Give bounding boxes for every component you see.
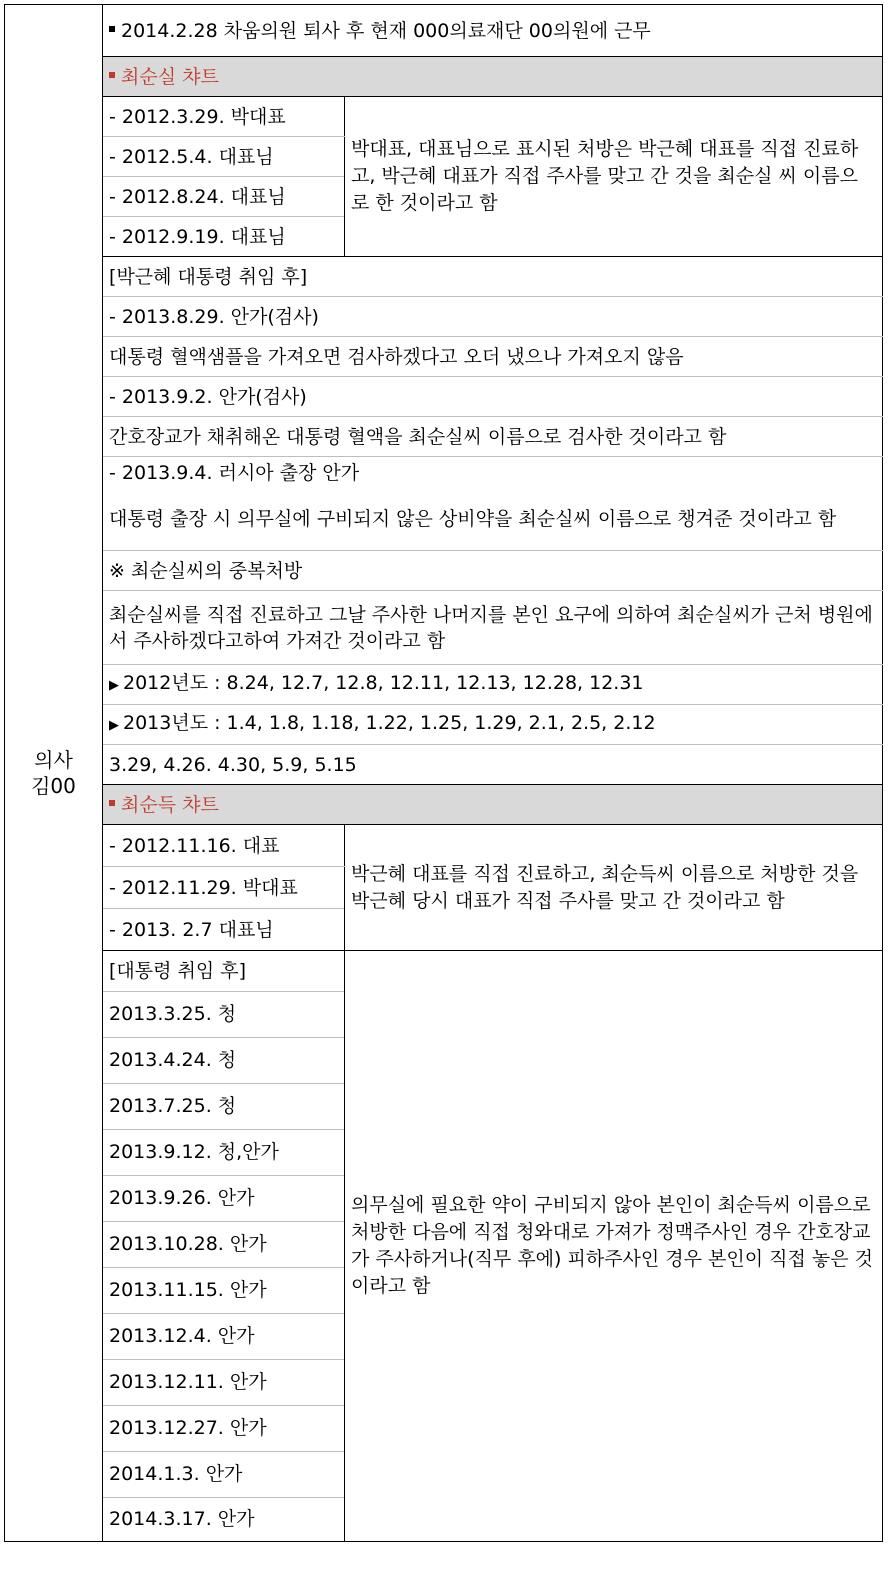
date-item: - 2012.11.29. 박대표 <box>103 867 345 909</box>
year-text: 2013년도 : 1.4, 1.8, 1.18, 1.22, 1.25, 1.29, 2.1, 2.5, 2.12 <box>123 712 656 734</box>
note-cell: 박근혜 대표를 직접 진료하고, 최순득씨 이름으로 처방한 것을 박근혜 당시 대표가 직접 주사를 맞고 간 것이라고 함 <box>345 825 883 951</box>
intro-row <box>103 5 883 57</box>
section-header-sunsil <box>103 57 883 97</box>
date-item: 2013.9.12. 청,안가 <box>103 1129 344 1175</box>
date-item: - 2013. 2.7 대표님 <box>103 909 345 951</box>
section-title: 최순실 챠트 <box>121 65 219 88</box>
triangle-icon: ▶ <box>109 678 119 693</box>
date-item: 2013.12.27. 안가 <box>103 1405 344 1451</box>
year-text: 2012년도 : 8.24, 12.7, 12.8, 12.11, 12.13, 12.28, 12.31 <box>123 672 644 694</box>
document-table <box>4 4 883 1542</box>
year-row-2012 <box>103 665 883 705</box>
date-item: - 2012.8.24. 대표님 <box>103 177 345 217</box>
text-row: [박근혜 대통령 취임 후] <box>103 257 883 297</box>
date-item: - 2012.9.19. 대표님 <box>103 217 345 257</box>
doctor-name: 김00 <box>31 774 76 798</box>
bullet-icon <box>109 800 115 806</box>
bullet-icon <box>109 26 115 32</box>
text-row: 간호장교가 채취해온 대통령 혈액을 최순실씨 이름으로 검사한 것이라고 함 <box>103 417 883 457</box>
date-item: 2013.12.4. 안가 <box>103 1313 344 1359</box>
text-row: 3.29, 4.26. 4.30, 5.9, 5.15 <box>103 745 883 785</box>
date-list <box>103 951 345 1542</box>
year-row-2013 <box>103 705 883 745</box>
doctor-title: 의사 <box>34 748 73 772</box>
date-item: - 2012.5.4. 대표님 <box>103 137 345 177</box>
section-title: 최순득 챠트 <box>121 793 219 816</box>
date-item: 2013.7.25. 청 <box>103 1083 344 1129</box>
date-item: [대통령 취임 후] <box>103 951 344 991</box>
text-row: 대통령 출장 시 의무실에 구비되지 않은 상비약을 최순실씨 이름으로 챙겨준 것이라고 함 <box>103 489 883 551</box>
text-row: - 2013.8.29. 안가(검사) <box>103 297 883 337</box>
date-item: 2014.1.3. 안가 <box>103 1451 344 1497</box>
date-item: - 2012.11.16. 대표 <box>103 825 345 867</box>
note-cell: 박대표, 대표님으로 표시된 처방은 박근혜 대표를 직접 진료하고, 박근혜 대표가 직접 주사를 맞고 간 것을 최순실 씨 이름으로 한 것이라고 함 <box>345 97 883 257</box>
date-item: - 2012.3.29. 박대표 <box>103 97 345 137</box>
date-item: 2014.3.17. 안가 <box>109 1508 255 1531</box>
text-row: - 2013.9.4. 러시아 출장 안가 <box>103 457 883 489</box>
date-item: 2013.9.26. 안가 <box>103 1175 344 1221</box>
section-header-sundeuk <box>103 785 883 825</box>
date-item: 2013.12.11. 안가 <box>103 1359 344 1405</box>
text-row: 최순실씨를 직접 진료하고 그날 주사한 나머지를 본인 요구에 의하여 최순실씨가 근처 병원에서 주사하겠다고하여 가져간 것이라고 함 <box>103 591 883 665</box>
note-cell: 의무실에 필요한 약이 구비되지 않아 본인이 최순득씨 이름으로 처방한 다음에 직접 청와대로 가져가 정맥주사인 경우 간호장교가 주사하거나(직무 후에) 피하주사인 경우 본인이 직접 놓은 것이라고 함 <box>345 951 883 1542</box>
triangle-icon: ▶ <box>109 718 119 733</box>
text-row: - 2013.9.2. 안가(검사) <box>103 377 883 417</box>
date-item: 2013.10.28. 안가 <box>103 1221 344 1267</box>
bullet-icon <box>109 72 115 78</box>
intro-text: 2014.2.28 차움의원 퇴사 후 현재 000의료재단 00의원에 근무 <box>121 19 651 42</box>
date-item: 2013.4.24. 청 <box>103 1037 344 1083</box>
date-item: 2013.11.15. 안가 <box>103 1267 344 1313</box>
doctor-label <box>5 5 103 1542</box>
text-row: ※ 최순실씨의 중복처방 <box>103 551 883 591</box>
text-row: 대통령 혈액샘플을 가져오면 검사하겠다고 오더 냈으나 가져오지 않음 <box>103 337 883 377</box>
date-item: 2013.3.25. 청 <box>103 991 344 1037</box>
